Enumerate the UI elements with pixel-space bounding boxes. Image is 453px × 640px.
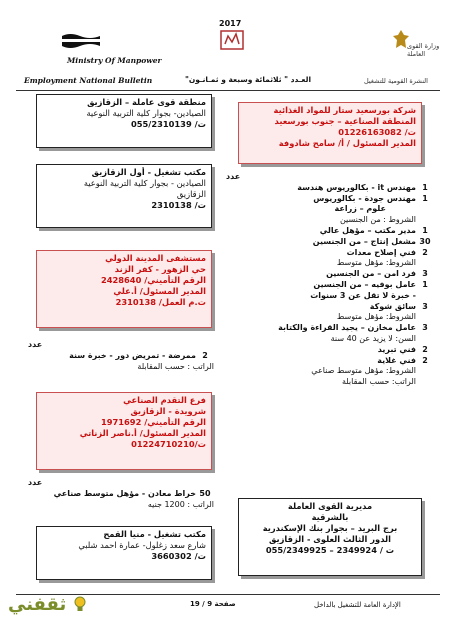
issue-year: 2017 <box>219 19 242 28</box>
job-listing-nurse: عدد 2ممرضة - تمريض دور - خبرة سنة الراتب : حسب المقابلة <box>28 340 214 371</box>
list-item: الشروط: مؤهل متوسط <box>336 258 416 268</box>
list-item: 3فرد امن – من الجنسين <box>326 269 428 279</box>
employer-box-portsaid-star: شركة بورسعيد ستار للمواد الغذائية المنطقة الصناعية – جنوب بورسعيد ت/ 01226163082 المدير المسئول / أ/ سامح شادوفة <box>238 102 422 164</box>
office-box-zagazig-area: منطقة قوى عاملة – الزقازيق الصيادين- بجوار كلية التربية النوعية ت/ 055/2310139 <box>36 94 212 148</box>
flag-logo <box>60 32 102 48</box>
office-box-minya-qamh: مكتب تشغيل - منيا القمح شارع سعد زغلول- عمارة احمد شلبي ت/ 3660302 <box>36 526 212 580</box>
list-item: - خبرة لا تقل عن 3 سنوات <box>310 290 416 300</box>
ministry-en: Ministry Of Manpower <box>67 56 162 65</box>
list-item: الشروط: مؤهل متوسط صناعي <box>311 366 416 376</box>
list-item: 3عامل مخازن – يجيد القراءة والكتابة <box>278 323 428 333</box>
list-item: السن: لا يزيد عن 40 سنة <box>330 333 416 343</box>
list-item: 30مشغل إنتاج – من الجنسين <box>312 236 431 246</box>
list-item: 2فني تبريد <box>377 344 428 354</box>
list-item: 1مهندس جودة - بكالوريوس <box>313 193 428 203</box>
employer-box-progress-industrial: فرع التقدم الصناعي شرويدة - الزقازيق الرقم التأميني/ 1971692 المدير المسئول/ أ.ناصر الزناتي ت/01224710210 <box>36 392 212 470</box>
job-list-portsaid-star: عدد 1مهندس it - بكالوريوس هندسة 1مهندس جودة - بكالوريوس علوم – زراعة الشروط : من الجنسين 1مدير مكتب – مؤهل عالي 30مشغل إنتاج – من الجنسين 2فني إصلاح معدات الشروط: مؤهل متوسط 3فرد امن – من الجنسين 1عامل بوفيه – من الجنسين - خبرة لا تقل عن 3 سنوات 3سائق شوكة الشروط: مؤهل متوسط 3عامل مخازن – يجيد القراءة والكتابة السن: لا يزيد عن 40 سنة 2فني تبريد 2فني غلاية الشروط: مؤهل متوسط صناعي الراتب: حسب المقابلة <box>226 172 434 388</box>
bulletin-logo <box>218 28 246 52</box>
bulletin-ar: النشرة القومية للتشغيل <box>364 77 428 85</box>
list-item: 1مدير مكتب – مؤهل عالي <box>319 225 428 235</box>
list-item: 2فني إصلاح معدات <box>346 247 428 257</box>
list-item: الشروط: مؤهل متوسط <box>336 312 416 322</box>
list-item: 2فني غلاية <box>377 355 428 365</box>
watermark-logo: ثقفني <box>8 594 87 615</box>
directorate-box-sharqia: مديرية القوى العاملة بالشرقية برج البريد – بجوار بنك الإسكندرية الدور الثالث العلوى - الزقازيق ت / 2349924 – 055/2349925 <box>238 498 422 576</box>
list-item: 1عامل بوفيه – من الجنسين <box>313 279 428 289</box>
office-box-first-zagazig: مكتب تشغيل - أول الزقازيق الصيادين - بجوار كلية التربية النوعية الزقازيق ت/ 2310138 <box>36 164 212 228</box>
employer-box-hospital: مستشفى المدينة الدولي حي الزهور - كفر الزند الرقم التأميني/ 2428640 المدير المسئول/ أ.علي ت.م العمل/ 2310138 <box>36 250 212 328</box>
header <box>12 18 442 65</box>
list-item: 3سائق شوكة <box>369 301 428 311</box>
page-number: صفحة 9 / 19 <box>190 600 236 608</box>
footer-dept: الإدارة العامة للتشغيل بالداخل <box>314 601 401 609</box>
header-rule <box>16 90 440 91</box>
issue-label: العـدد " ثلاثمائة وسبعة و ثمـانـون" <box>185 75 312 84</box>
job-listing-turner: عدد 50خراط معادن - مؤهل متوسط صناعي الراتب : 1200 جنيه <box>28 478 214 509</box>
list-item: الشروط : من الجنسين <box>339 215 416 225</box>
ministry-ar: وزارة القوى العاملة <box>407 42 440 58</box>
list-item: علوم – زراعة <box>334 204 386 214</box>
bulletin-en: Employment National Bulletin <box>24 76 153 85</box>
lightbulb-icon <box>73 596 87 614</box>
list-item: 1مهندس it - بكالوريوس هندسة <box>297 182 428 192</box>
list-item: الراتب: حسب المقابلة <box>341 377 416 387</box>
